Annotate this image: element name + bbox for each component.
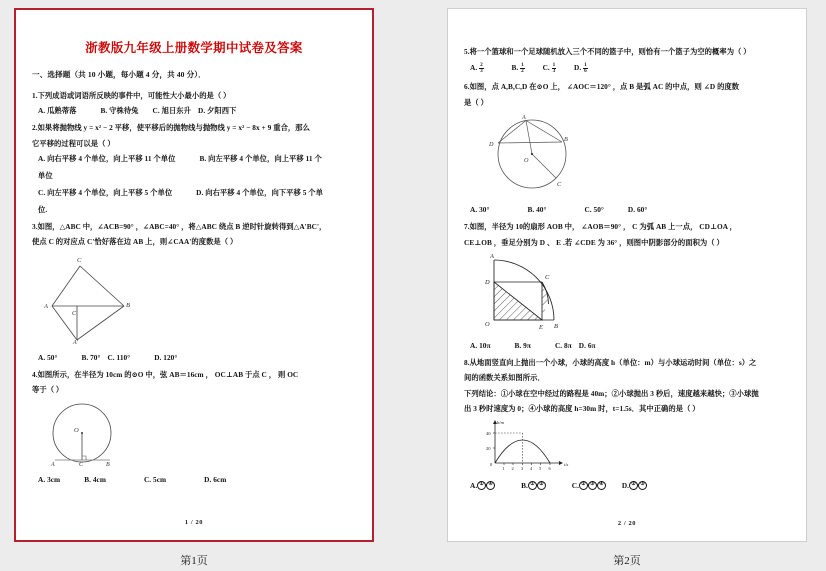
denominator: 2 (521, 67, 524, 74)
label-C: C (545, 274, 550, 282)
option-c-label: C. (542, 63, 550, 73)
page-2-caption: 第2页 (613, 555, 641, 567)
page-2-footer: 2 / 20 (617, 520, 637, 527)
circled-mark: ① (477, 481, 486, 490)
question-8-stem-line3: 下列结论：①小球在空中经过的路程是 40m；②小球抛出 3 秒后，速度越来越快；③小球抛 (464, 388, 759, 398)
label-C: C (79, 461, 84, 466)
fraction-d (583, 63, 588, 75)
label-D: D (485, 279, 490, 287)
option-b[interactable] (511, 63, 526, 72)
label-A: A (51, 461, 55, 466)
option-d[interactable] (574, 63, 588, 72)
label-C: C (557, 181, 562, 189)
x-tick-5: 5 (539, 465, 542, 471)
option-c[interactable]: C. 向左平移 4 个单位，向上平移 5 个单位 (38, 188, 173, 198)
page-1-content (16, 10, 372, 540)
projectile-parabola-graph (464, 419, 790, 476)
denominator: 3 (480, 67, 483, 74)
fraction-b (520, 63, 525, 75)
option-b[interactable]: B. 70° (81, 352, 101, 362)
chord-AB (526, 121, 562, 143)
denominator: 3 (552, 67, 556, 74)
rotation-triangle-figure (32, 252, 356, 349)
question-2-stem-line2: 它平移的过程可以是（ ） (32, 138, 115, 148)
circled-mark: ② (537, 481, 546, 490)
x-tick-2: 2 (511, 465, 514, 471)
question-6-options (464, 203, 790, 217)
page-1[interactable] (14, 8, 374, 542)
question-1-options (32, 104, 356, 118)
question-4-stem: 4.如图所示，在半径为 10cm 的⊙O 中，弦 AB＝16cm ， OC⊥AB 于点 C ， 则 OC (32, 369, 299, 379)
x-axis-arrow (559, 461, 563, 465)
radius-OA (526, 121, 532, 155)
sector-shaded-svg (482, 252, 592, 332)
page-1-caption: 第1页 (180, 555, 208, 567)
numerator: 2 (480, 61, 483, 68)
q2-formula-2: y = x² − 8x + 9 (226, 123, 272, 133)
chord-AD (498, 121, 526, 144)
label-O: O (524, 157, 529, 165)
question-3-stem-line2: 使点 C 的对应点 C'恰好落在边 AB 上，则∠CAA'的度数是（ ） (32, 237, 238, 247)
label-A-prime: A' (73, 339, 78, 344)
option-d[interactable]: D. 夕阳西下 (198, 106, 237, 116)
y-axis-label: h/m (497, 419, 504, 425)
option-b[interactable]: B. 4cm (84, 474, 106, 484)
option-d[interactable]: D. 120° (154, 352, 178, 362)
inscribed-angle-circle-figure (464, 112, 790, 201)
page-1-footer: 1 / 20 (184, 519, 204, 526)
option-d[interactable] (622, 481, 647, 490)
question-6-stem-line2: 是（ ） (464, 97, 488, 107)
question-2-options-row1 (32, 152, 356, 166)
center-dot (81, 432, 83, 434)
q2-text-b: 平移，使平移后的抛物线与抛物线 (112, 123, 227, 133)
q2-formula-1: y = x² − 2 (83, 123, 113, 133)
x-axis-label: t/s (564, 461, 569, 467)
q2-text-c: 重合，那么 (271, 123, 310, 133)
option-a-label: A. (470, 63, 478, 73)
origin-label: 0 (490, 461, 493, 467)
circled-mark: ② (579, 481, 588, 490)
option-c[interactable]: C. 50° (584, 205, 604, 215)
y-tick-20: 20 (486, 445, 491, 451)
question-8-options (464, 478, 790, 493)
label-C: C (77, 256, 82, 264)
label-B: B (106, 461, 110, 466)
question-7-options (464, 339, 790, 353)
option-c[interactable]: C. 5cm (143, 474, 167, 484)
option-d[interactable]: D. 60° (627, 205, 648, 215)
option-a-label: A. (470, 480, 478, 490)
x-tick-4: 4 (530, 465, 533, 471)
numerator: 1 (552, 61, 556, 68)
x-tick-6: 6 (548, 465, 551, 471)
option-c[interactable]: C. 110° (107, 352, 131, 362)
question-4-options (32, 473, 356, 487)
option-c[interactable] (572, 481, 606, 490)
option-b-label: B. (521, 480, 528, 490)
question-6-stem: 6.如图，点 A,B,C,D 在⊙O 上， ∠AOC＝120° ，点 B 是弧 AC 的中点，则 ∠D 的度数 (464, 82, 740, 92)
option-a[interactable]: A. 向右平移 4 个单位，向上平移 11 个单位 (38, 154, 176, 164)
option-a[interactable]: A. 3cm (38, 474, 61, 484)
numerator: 1 (521, 61, 524, 68)
label-B: B (554, 323, 558, 331)
rotation-triangle-svg (44, 252, 164, 344)
label-O: O (485, 321, 490, 329)
question-3-options (32, 351, 356, 365)
circled-mark: ④ (597, 481, 606, 490)
circled-mark: ② (629, 481, 638, 490)
fraction-c (552, 63, 557, 75)
question-2-options-row1-wrap: 单位 (38, 171, 53, 181)
radius-OC (532, 154, 556, 178)
question-8-stem-line2: 间的函数关系如图所示． (464, 373, 545, 383)
option-d-label: D. (621, 480, 630, 490)
question-7-stem: 7.如图，半径为 10的扇形 AOB 中， ∠AOB＝90° ， C 为弧 AB 上一点， CD⊥OA ， (464, 222, 737, 232)
x-tick-1: 1 (502, 465, 505, 471)
x-tick-3: 3 (521, 465, 524, 471)
question-1-stem: 1.下列成语或词语所反映的事件中，可能性大小最小的是（ ） (32, 91, 231, 100)
question-2-options-row2 (32, 186, 356, 200)
section-heading: 一、选择题（共 10 小题，每小题 4 分，共 40 分）． (32, 70, 206, 79)
page-title: 浙教版九年级上册数学期中试卷及答案 (85, 41, 303, 55)
option-b[interactable]: B. 守株待兔 (100, 106, 139, 116)
question-7-stem-line2: CE⊥OB ，垂足分别为 D 、 E .若 ∠CDE 为 36° ，则图中阴影部分的面积为（ ） (464, 237, 724, 247)
center-dot (531, 153, 533, 155)
question-8-stem-line4: 出 3 秒时速度为 0；④小球的高度 h=30m 时，t=1.5s．其中正确的是（ ） (464, 404, 700, 414)
right-angle-mark (82, 456, 86, 460)
option-b[interactable]: B. 向左平移 4 个单位，向上平移 11 个 (199, 154, 322, 164)
label-D: D (489, 141, 494, 149)
parabola-chart-svg (482, 419, 577, 471)
y-tick-40: 40 (486, 430, 491, 436)
option-d[interactable]: D. 6π (578, 341, 596, 351)
option-d[interactable]: D. 6cm (204, 474, 227, 484)
label-O: O (74, 426, 79, 434)
question-2-stem (32, 121, 356, 134)
question-3-stem: 3.如图，△ABC 中，∠ACB=90° ，∠ABC=40° ，将△ABC 绕点 B 逆时针旋转得到△A'BC'， (32, 221, 327, 231)
page-2-content (448, 9, 806, 541)
chord-DB (498, 142, 562, 143)
label-B: B (564, 136, 568, 144)
option-b[interactable]: B. 40° (527, 205, 547, 215)
inscribed-angle-svg (486, 112, 601, 196)
option-b-label: B. (511, 63, 519, 73)
option-a[interactable]: A. 50° (38, 352, 58, 362)
question-2-options-row2-wrap: 位. (38, 204, 48, 214)
label-E: E (539, 324, 543, 332)
shaded-triangle (494, 282, 542, 320)
circled-mark: ④ (486, 481, 495, 490)
option-a[interactable] (470, 481, 495, 490)
fraction-a (479, 63, 484, 75)
denominator: 6 (584, 67, 587, 74)
sector-shaded-figure (464, 252, 790, 337)
label-B: B (126, 301, 130, 309)
numerator: 1 (584, 61, 587, 68)
circle-chord-figure (32, 400, 356, 471)
circled-mark: ③ (638, 481, 647, 490)
q2-text-a: 2.如果将抛物线 (32, 123, 84, 133)
option-c[interactable] (543, 63, 559, 72)
label-A: A (490, 253, 494, 261)
question-4-stem-line2: 等于（ ） (32, 385, 64, 395)
label-C-prime: C' (72, 310, 78, 317)
option-a[interactable]: A. 30° (470, 205, 490, 215)
option-a[interactable] (470, 63, 486, 72)
option-b[interactable]: B. 9π (514, 341, 531, 351)
question-8-stem: 8.从地面竖直向上抛出一个小球，小球的高度 h（单位：m）与小球运动时间（单位：s）之 (464, 357, 757, 367)
option-c-label: C. (571, 480, 579, 490)
circle-chord-svg (40, 400, 140, 466)
option-a[interactable]: A. 瓜熟蒂落 (38, 106, 77, 116)
option-c[interactable]: C. 旭日东升 (152, 106, 191, 116)
circled-mark: ③ (588, 481, 597, 490)
question-5-stem: 5.将一个篮球和一个足球随机放入三个不同的篮子中，则恰有一个篮子为空的概率为（ ） (464, 47, 751, 56)
option-d[interactable]: D. 向右平移 4 个单位，向下平移 5 个单 (196, 188, 323, 198)
question-5-options (464, 60, 790, 77)
circled-mark: ① (528, 481, 537, 490)
option-a[interactable]: A. 10π (470, 341, 491, 351)
option-d-label: D. (574, 63, 582, 73)
page-2[interactable] (447, 8, 807, 542)
label-A: A (522, 114, 526, 122)
label-A: A (44, 302, 48, 310)
option-b[interactable] (521, 481, 546, 490)
option-c[interactable]: C. 8π (554, 341, 572, 351)
